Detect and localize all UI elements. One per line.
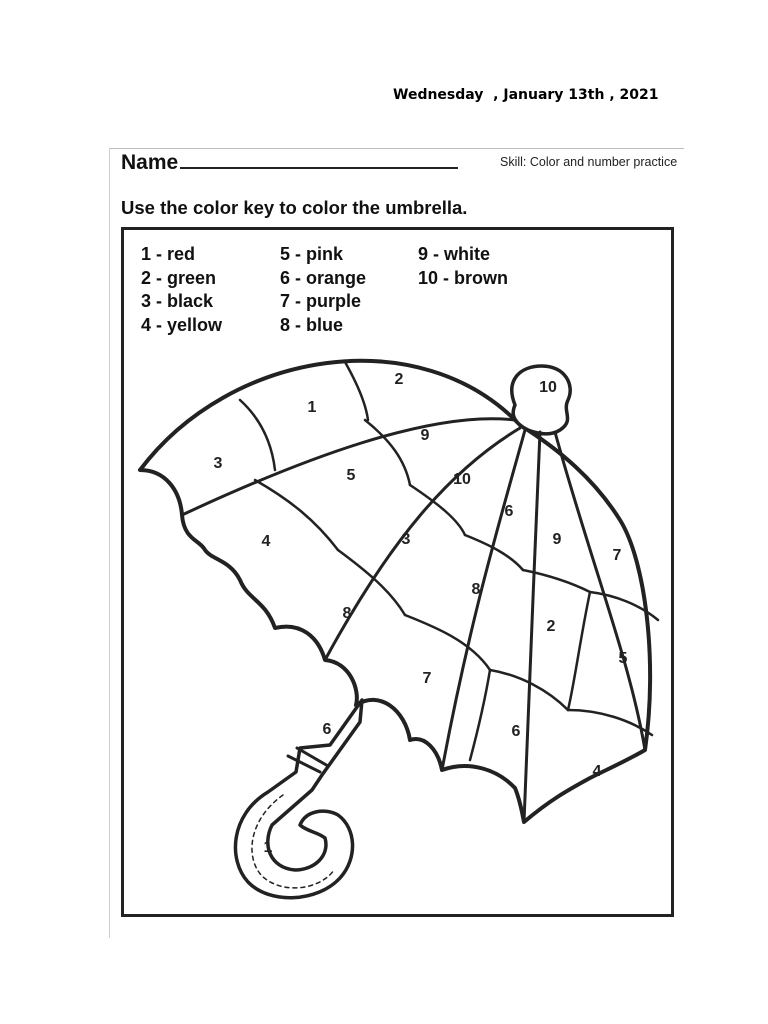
umbrella-number: 3 bbox=[213, 455, 223, 472]
umbrella-number: 10 bbox=[453, 471, 471, 488]
umbrella-number: 4 bbox=[261, 533, 271, 550]
umbrella-handle bbox=[235, 700, 362, 898]
umbrella-number: 9 bbox=[552, 531, 562, 548]
color-key-item: 10 - brown bbox=[418, 268, 509, 288]
umbrella-number: 6 bbox=[504, 503, 514, 520]
skill-label: Skill: Color and number practice bbox=[500, 155, 678, 169]
name-label: Name bbox=[121, 151, 179, 174]
color-key-item: 5 - pink bbox=[280, 244, 344, 264]
umbrella-number: 9 bbox=[420, 427, 430, 444]
color-key-item: 6 - orange bbox=[280, 268, 367, 288]
color-key-item: 3 - black bbox=[141, 291, 214, 311]
umbrella-knob bbox=[512, 366, 570, 434]
umbrella-number: 2 bbox=[546, 618, 556, 635]
umbrella-number: 1 bbox=[307, 399, 317, 416]
color-key-item: 7 - purple bbox=[280, 291, 362, 311]
instruction-text: Use the color key to color the umbrella. bbox=[121, 197, 468, 218]
color-key-item: 9 - white bbox=[418, 244, 491, 264]
color-key-item: 1 - red bbox=[141, 244, 196, 264]
umbrella-number: 3 bbox=[401, 531, 411, 548]
umbrella-number: 2 bbox=[394, 371, 404, 388]
umbrella-number: 8 bbox=[342, 605, 352, 622]
color-key-item: 2 - green bbox=[141, 268, 217, 288]
umbrella-number: 7 bbox=[612, 547, 622, 564]
umbrella-number: 5 bbox=[346, 467, 356, 484]
color-key-item: 8 - blue bbox=[280, 315, 344, 335]
date-line: Wednesday , January 13th , 2021 bbox=[393, 87, 659, 103]
umbrella-number: 6 bbox=[322, 721, 332, 738]
color-key-item: 4 - yellow bbox=[141, 315, 223, 335]
umbrella-number: 10 bbox=[539, 379, 557, 396]
umbrella-number: 6 bbox=[511, 723, 521, 740]
umbrella-number: 7 bbox=[422, 670, 432, 687]
umbrella-number: 1 bbox=[263, 839, 273, 856]
umbrella-canopy-outline bbox=[140, 361, 650, 822]
umbrella-number: 5 bbox=[618, 650, 628, 667]
umbrella-number: 4 bbox=[592, 763, 602, 780]
umbrella-number: 8 bbox=[471, 581, 481, 598]
